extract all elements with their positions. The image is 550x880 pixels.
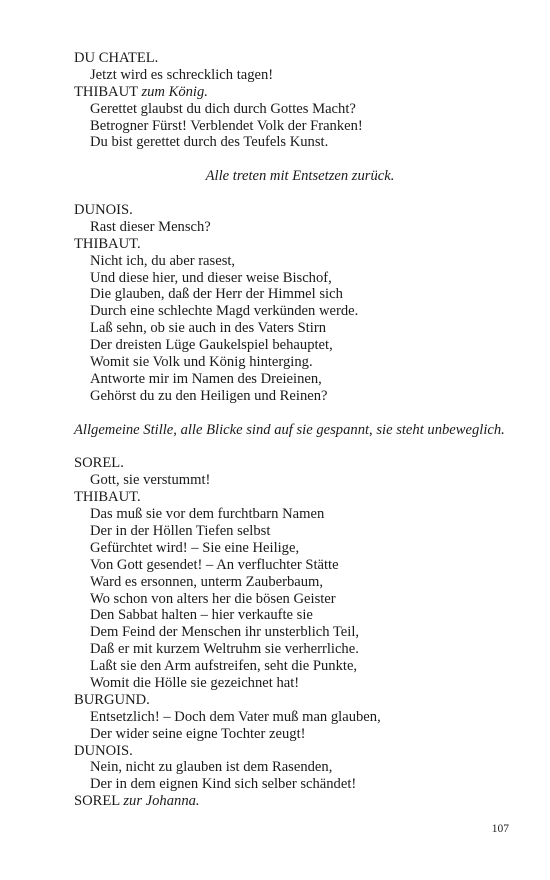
verse-line: Gerettet glaubst du dich durch Gottes Macht? (90, 100, 356, 117)
verse-line: Gehörst du zu den Heiligen und Reinen? (90, 387, 328, 404)
verse-line: Antworte mir im Namen des Dreieinen, (90, 370, 322, 387)
speaker-label: SOREL. (74, 455, 124, 472)
verse-line: Wo schon von alters her die bösen Geister (90, 590, 336, 607)
verse-line: Durch eine schlechte Magd verkünden werde. (90, 303, 359, 320)
verse-line: Die glauben, daß der Herr der Himmel sich (90, 286, 343, 303)
verse-line: Dem Feind der Menschen ihr unsterblich Teil, (90, 624, 360, 641)
blank-line (74, 151, 524, 168)
stage-direction: Alle treten mit Entsetzen zurück. (205, 168, 395, 185)
speaker-name (74, 692, 524, 709)
stage-direction: Allgemeine Stille, alle Blicke sind auf sie gespannt, sie steht unbeweglich. (74, 421, 505, 438)
verse-line: Womit sie Volk und König hinterging. (90, 354, 313, 371)
speaker-name (74, 202, 524, 219)
verse-line: Womit die Hölle sie gezeichnet hat! (90, 674, 300, 691)
verse-line: Laß sehn, ob sie auch in des Vaters Stirn (90, 320, 327, 337)
speaker-label: BURGUND. (74, 691, 150, 708)
speaker-name (74, 236, 524, 253)
verse-line: Betrogner Fürst! Verblendet Volk der Franken! (90, 117, 363, 134)
speaker-name (74, 50, 524, 67)
verse-line: Nein, nicht zu glauben ist dem Rasenden, (90, 759, 333, 776)
verse-line: Entsetzlich! – Doch dem Vater muß man glauben, (90, 708, 381, 725)
verse-line: Gefürchtet wird! – Sie eine Heilige, (90, 539, 300, 556)
verse-line: Der dreisten Lüge Gaukelspiel behauptet, (90, 337, 333, 354)
verse-line: Daß er mit kurzem Weltruhm sie verherrliche. (90, 641, 359, 658)
verse-line: Und diese hier, und dieser weise Bischof, (90, 269, 332, 286)
speaker-name (74, 84, 524, 101)
speaker-name (74, 743, 524, 760)
speaker-label: DUNOIS. (74, 742, 133, 759)
speaker-label: THIBAUT. (74, 235, 141, 252)
speaker-label: THIBAUT (74, 83, 138, 100)
verse-line: Der wider seine eigne Tochter zeugt! (90, 725, 306, 742)
page-number: 107 (491, 823, 509, 835)
stage-direction-inline: zum König. (141, 83, 208, 100)
speaker-label: THIBAUT. (74, 489, 141, 506)
verse-line: Laßt sie den Arm aufstreifen, seht die Punkte, (90, 658, 358, 675)
blank-line (74, 405, 524, 422)
speaker-name (74, 793, 524, 810)
speaker-name (74, 455, 524, 472)
verse-line: Jetzt wird es schrecklich tagen! (90, 66, 274, 83)
verse-line: Rast dieser Mensch? (90, 218, 211, 235)
verse-line: Du bist gerettet durch des Teufels Kunst. (90, 134, 329, 151)
verse-line: Gott, sie verstummt! (90, 472, 211, 489)
verse-line: Ward es ersonnen, unterm Zauberbaum, (90, 573, 324, 590)
blank-line (74, 438, 524, 455)
verse-line: Den Sabbat halten – hier verkaufte sie (90, 607, 313, 624)
verse-line: Der in dem eignen Kind sich selber schändet! (90, 776, 357, 793)
speaker-label: DU CHATEL. (74, 50, 159, 66)
play-text (74, 50, 524, 810)
verse-line: Nicht ich, du aber rasest, (90, 252, 236, 269)
verse-line: Von Gott gesendet! – An verfluchter Stätte (90, 556, 339, 573)
blank-line (74, 185, 524, 202)
stage-direction-inline: zur Johanna. (123, 793, 200, 810)
speaker-label: DUNOIS. (74, 202, 133, 219)
speaker-label: SOREL (74, 793, 120, 810)
verse-line: Das muß sie vor dem furchtbarn Namen (90, 506, 325, 523)
speaker-name (74, 489, 524, 506)
verse-line: Der in der Höllen Tiefen selbst (90, 522, 271, 539)
